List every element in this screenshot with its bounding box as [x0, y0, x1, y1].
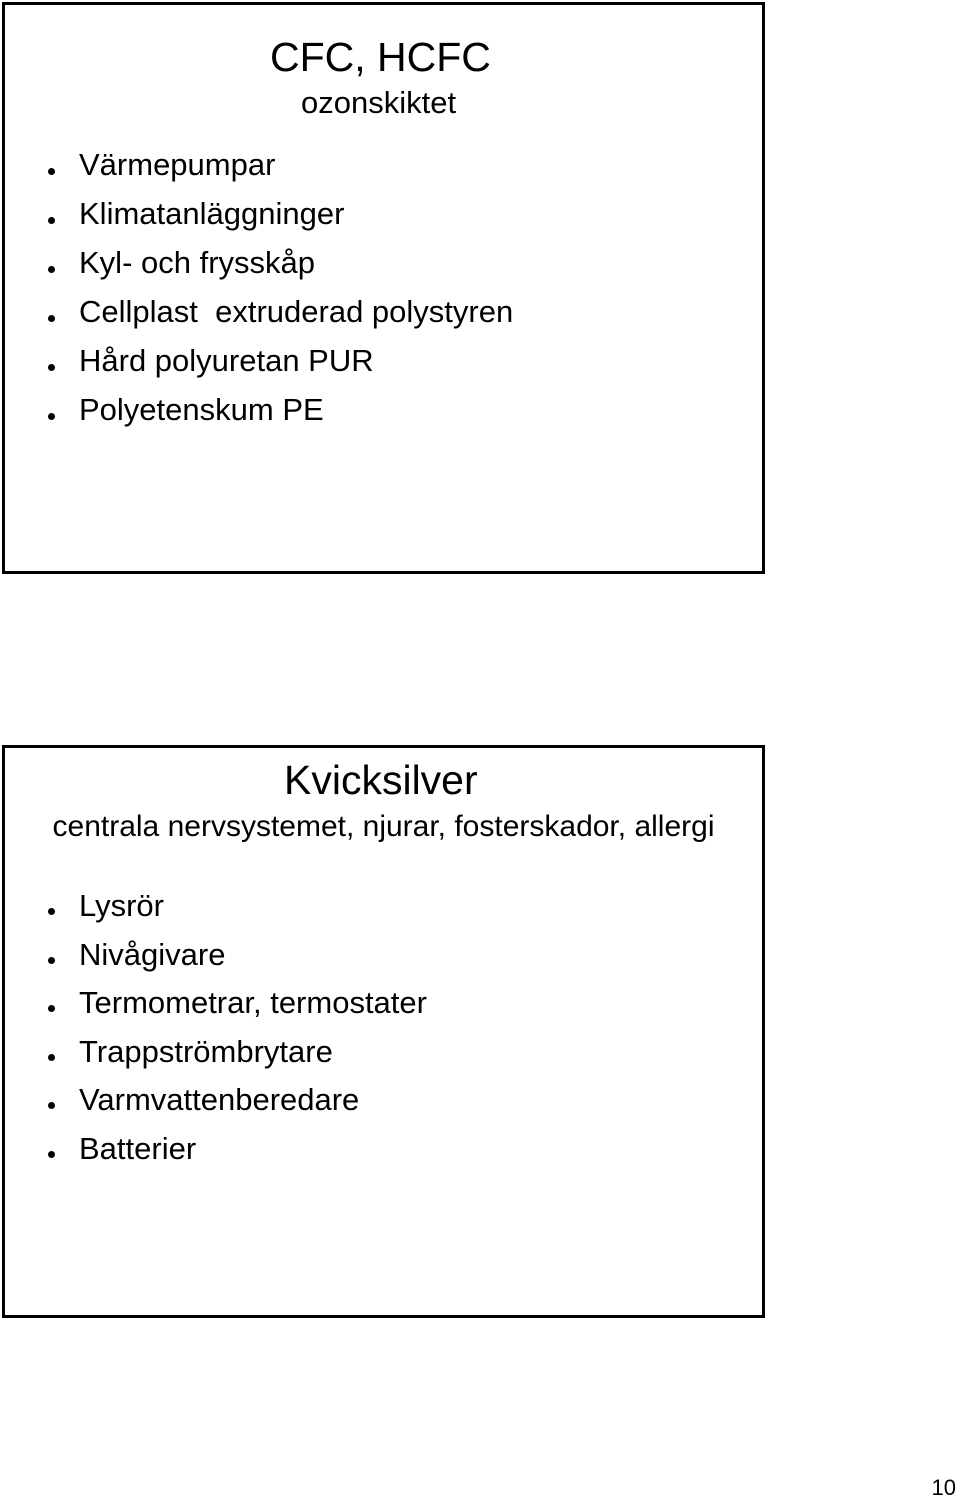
list-item: [45, 886, 427, 935]
bullet-icon: [48, 908, 55, 915]
list-item: [45, 1080, 427, 1129]
list-item-text: Batterier: [79, 1130, 197, 1166]
list-item-text: Trappströmbrytare: [79, 1033, 333, 1069]
bullet-icon: [48, 1005, 55, 1012]
bullet-icon: [48, 168, 55, 175]
list-item: [45, 390, 513, 439]
bullet-icon: [48, 1102, 55, 1109]
bullet-icon: [48, 957, 55, 964]
bullet-icon: [48, 364, 55, 371]
list-item: [45, 292, 513, 341]
list-item-text: Cellplast extruderad polystyren: [79, 294, 514, 329]
list-item-text: Lysrör: [79, 888, 164, 923]
slide-title: Kvicksilver: [284, 757, 478, 803]
bullet-icon: [48, 413, 55, 420]
bullet-list: [45, 145, 513, 439]
list-item-text: Hård polyuretan PUR: [79, 343, 374, 378]
list-item-text: Värmepumpar: [79, 147, 276, 182]
list-item-text: Nivågivare: [79, 936, 226, 972]
list-item: [45, 194, 513, 243]
slide-kvicksilver: [2, 745, 765, 1318]
list-item: [45, 145, 513, 194]
list-item: [45, 243, 513, 292]
bullet-list: [45, 886, 427, 1177]
page-number: 10: [931, 1475, 956, 1500]
list-item: [45, 1129, 427, 1178]
slide-subtitle: ozonskiktet: [301, 85, 457, 120]
list-item: [45, 935, 427, 984]
slide-title: CFC, HCFC: [270, 34, 491, 80]
list-item-text: Polyetenskum PE: [79, 392, 324, 427]
bullet-icon: [48, 1054, 55, 1061]
slide-subtitle: centrala nervsystemet, njurar, fosterskador, allergi: [52, 810, 715, 843]
list-item: [45, 341, 513, 390]
bullet-icon: [48, 266, 55, 273]
list-item-text: Termometrar, termostater: [79, 985, 427, 1020]
bullet-icon: [48, 315, 55, 322]
bullet-icon: [48, 217, 55, 224]
list-item-text: Klimatanläggninger: [79, 196, 345, 231]
list-item: [45, 983, 427, 1032]
slide-cfc-hcfc: [2, 2, 765, 574]
list-item: [45, 1032, 427, 1081]
list-item-text: Kyl- och frysskåp: [79, 245, 316, 280]
bullet-icon: [48, 1151, 55, 1158]
list-item-text: Varmvattenberedare: [79, 1082, 360, 1117]
